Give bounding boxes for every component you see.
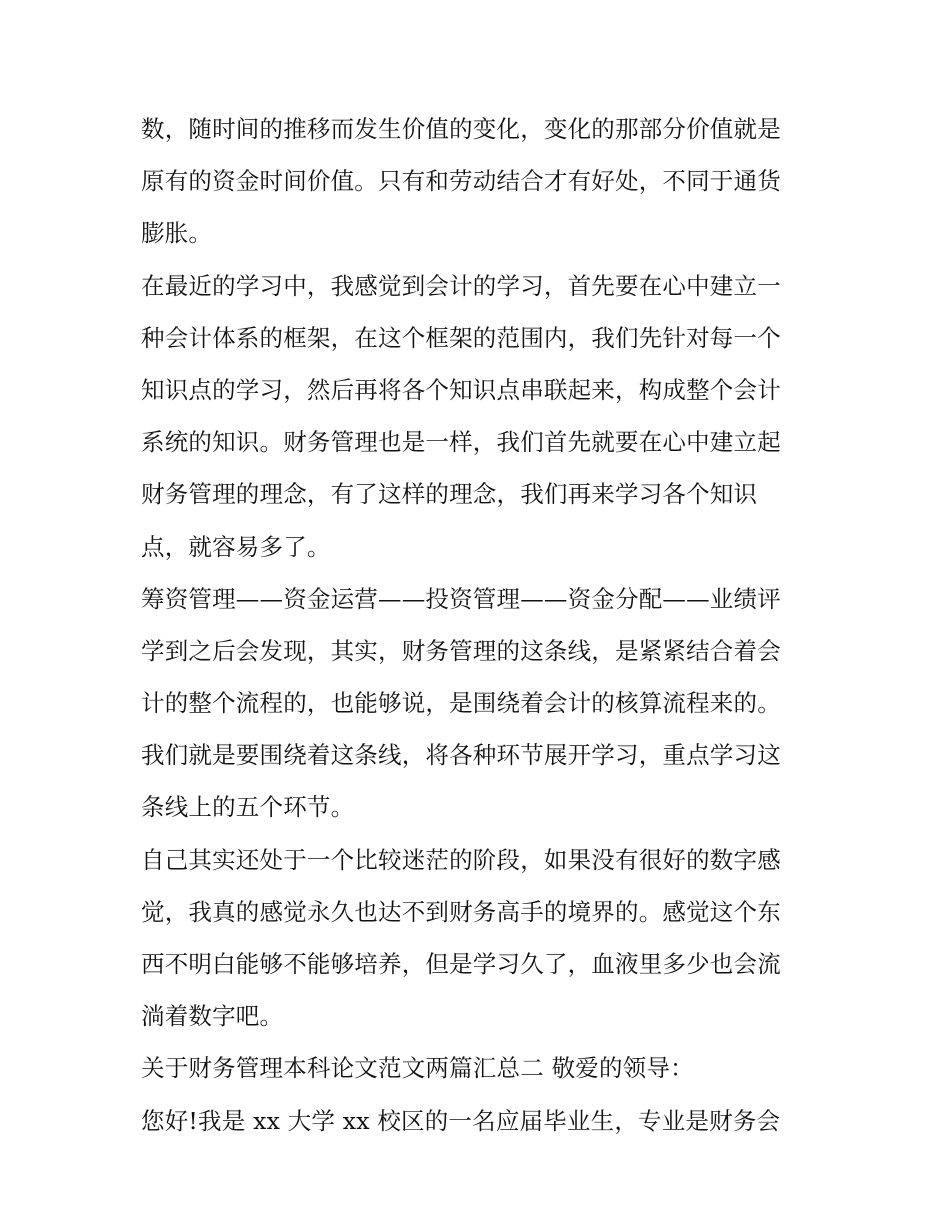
text-line: 筹资管理——资金运营——投资管理——资金分配——业绩评 <box>141 584 781 613</box>
text-line: 原有的资金时间价值。只有和劳动结合才有好处，不同于通货 <box>141 167 781 196</box>
text-line: 种会计体系的框架，在这个框架的范围内，我们先针对每一个 <box>141 323 781 352</box>
document-body <box>141 103 821 1147</box>
text-line: 系统的知识。财务管理也是一样，我们首先就要在心中建立起 <box>141 428 781 457</box>
text-line: 自己其实还处于一个比较迷茫的阶段，如果没有很好的数字感 <box>141 845 781 874</box>
text-line: 您好!我是 xx 大学 xx 校区的一名应届毕业生，专业是财务会 <box>141 1106 781 1135</box>
text-line: 条线上的五个环节。 <box>141 793 355 822</box>
text-line: 在最近的学习中，我感觉到会计的学习，首先要在心中建立一 <box>141 271 781 300</box>
text-line: 觉，我真的感觉永久也达不到财务高手的境界的。感觉这个东 <box>141 897 781 926</box>
text-line: 关于财务管理本科论文范文两篇汇总二 敬爱的领导： <box>141 1054 694 1083</box>
text-line: 我们就是要围绕着这条线，将各种环节展开学习，重点学习这 <box>141 741 781 770</box>
text-line: 膨胀。 <box>141 219 213 248</box>
text-line: 点，就容易多了。 <box>141 532 331 561</box>
text-line: 计的整个流程的，也能够说，是围绕着会计的核算流程来的。 <box>141 689 781 718</box>
text-line: 财务管理的理念，有了这样的理念，我们再来学习各个知识 <box>141 480 758 509</box>
text-line: 淌着数字吧。 <box>141 1002 284 1031</box>
text-line: 知识点的学习，然后再将各个知识点串联起来，构成整个会计 <box>141 375 781 404</box>
text-line: 西不明白能够不能够培养，但是学习久了，血液里多少也会流 <box>141 950 781 978</box>
text-line: 数，随时间的推移而发生价值的变化，变化的那部分价值就是 <box>141 115 781 143</box>
text-line: 学到之后会发现，其实，财务管理的这条线，是紧紧结合着会 <box>141 636 781 665</box>
